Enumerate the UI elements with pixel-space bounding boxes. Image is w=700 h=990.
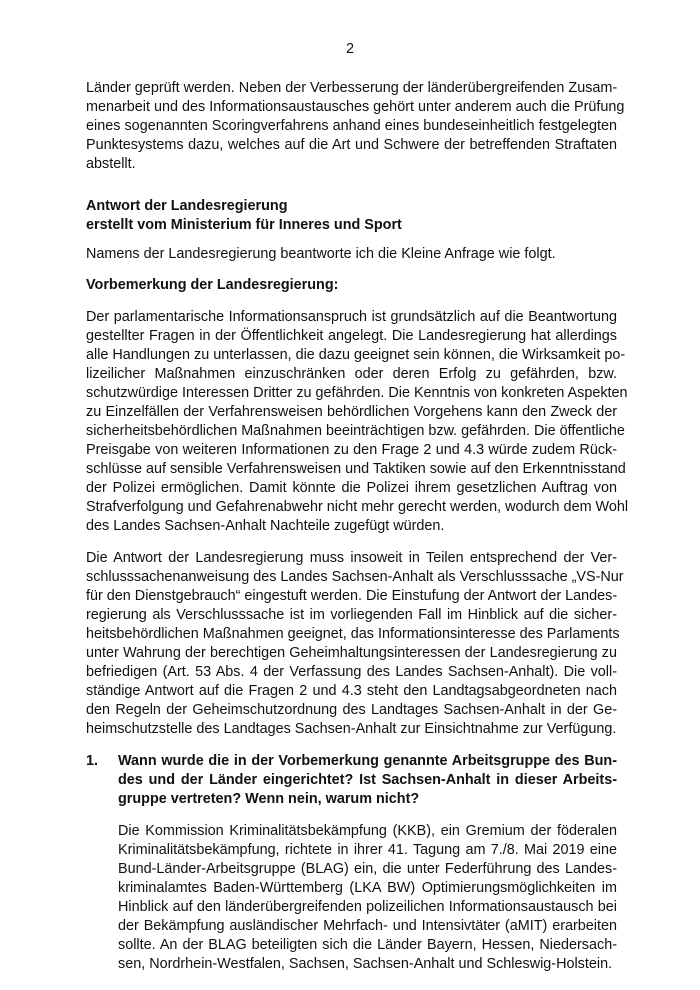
prelim-para2-line: schlusssachenanweisung des Landes Sachsen-Anhalt als Verschlusssache „VS-Nur: [86, 569, 624, 585]
question-line: gruppe vertreten? Wenn nein, warum nicht?: [118, 791, 420, 807]
answer1-line: Die Kommission Kriminalitätsbekämpfung (KKB), ein Gremium der föderalen: [118, 823, 617, 839]
prelim-para1-line: der Polizei ermöglichen. Damit könnte die Polizei ihrem gesetzlichen Auftrag von: [86, 480, 617, 496]
intro-line: menarbeit und des Informationsaustausches gehört unter anderem auch die Prüfung: [86, 99, 625, 115]
prelim-para2-line: befriedigen (Art. 53 Abs. 4 der Verfassung des Landes Sachsen-Anhalt). Die voll-: [86, 664, 617, 680]
answer1-line: kriminalamtes Baden-Württemberg (LKA BW) Optimierungsmöglichkeiten im: [118, 880, 617, 896]
prelim-para1-line: gestellter Fragen in der Öffentlichkeit angelegt. Die Landesregierung hat allerdings: [86, 328, 617, 344]
question-line: des und der Länder eingerichtet? Ist Sachsen-Anhalt in dieser Arbeits-: [118, 772, 617, 788]
answer-heading-subtitle: erstellt vom Ministerium für Inneres und Sport: [86, 217, 402, 233]
answer-heading: Antwort der Landesregierung: [86, 198, 288, 214]
answer1-line: Hinblick auf den länderübergreifenden polizeilichen Informationsaustausch bei: [118, 899, 617, 915]
prelim-para2-line: den Regeln der Geheimschutzordnung des Landtages Sachsen-Anhalt in der Ge-: [86, 702, 617, 718]
prelim-para2-line: für den Dienstgebrauch“ eingestuft werden. Die Einstufung der Antwort der Landes-: [86, 588, 618, 604]
intro-line: eines sogenannten Scoringverfahrens anhand eines bundeseinheitlich festgelegten: [86, 118, 617, 134]
prelim-para2-line: Die Antwort der Landesregierung muss insoweit in Teilen entsprechend der Ver-: [86, 550, 617, 566]
answer1-line: sen, Nordrhein-Westfalen, Sachsen, Sachsen-Anhalt und Schleswig-Holstein.: [118, 956, 613, 972]
answer1-line: Bund-Länder-Arbeitsgruppe (BLAG) ein, die unter Federführung des Landes-: [118, 861, 617, 877]
intro-line: abstellt.: [86, 156, 136, 172]
prelim-para1-line: Der parlamentarische Informationsanspruch ist grundsätzlich auf die Beantwortung: [86, 309, 617, 325]
prelim-para1-line: Preisgabe von weiteren Informationen zu den Frage 2 und 4.3 würde zudem Rück-: [86, 442, 617, 458]
prelim-para1-line: schutzwürdige Interessen Dritter zu gefährden. Die Kenntnis von konkreten Aspekten: [86, 385, 628, 401]
question-number: 1.: [86, 753, 99, 769]
question-line: Wann wurde die in der Vorbemerkung genannte Arbeitsgruppe des Bun-: [118, 753, 617, 769]
preliminary-remark-heading: Vorbemerkung der Landesregierung:: [86, 277, 339, 293]
prelim-para1-line: des Landes Sachsen-Anhalt Nachteile zugefügt würden.: [86, 518, 445, 534]
prelim-para1-line: Strafverfolgung und Gefahrenabwehr nicht mehr gerecht werden, wodurch dem Wohl: [86, 499, 629, 515]
prelim-para1-line: alle Handlungen zu unterlassen, die dazu geeignet sein können, die Wirksamkeit po-: [86, 347, 626, 363]
prelim-para2-line: unter Wahrung der berechtigen Geheimhaltungsinteressen der Landesregierung zu: [86, 645, 617, 661]
prelim-para2-line: heitsbehördlichen Maßnahmen geeignet, das Informationsinteresse des Parlaments: [86, 626, 620, 642]
prelim-para2-line: ständige Antwort auf die Fragen 2 und 4.3 steht den Landtagsabgeordneten nach: [86, 683, 617, 699]
page-number: 2: [345, 41, 355, 57]
prelim-para2-line: regierung als Verschlusssache ist im vorliegenden Fall im Hinblick auf die sicher-: [86, 607, 617, 623]
answer-intro: Namens der Landesregierung beantworte ich die Kleine Anfrage wie folgt.: [86, 246, 556, 262]
prelim-para2-line: heimschutzstelle des Landtages Sachsen-Anhalt zur Einsichtnahme zur Verfügung.: [86, 721, 617, 737]
prelim-para1-line: schlüsse auf sensible Verfahrensweisen und Taktiken sowie auf den Erkenntnisstand: [86, 461, 626, 477]
prelim-para1-line: zu Einzelfällen der Verfahrensweisen behördlichen Vorgehens kann den Zweck der: [86, 404, 617, 420]
intro-line: Länder geprüft werden. Neben der Verbesserung der länderübergreifenden Zusam-: [86, 80, 618, 96]
answer1-line: der Bekämpfung ausländischer Mehrfach- und Intensivtäter (aMIT) erarbeiten: [118, 918, 617, 934]
answer1-line: sollte. An der BLAG beteiligten sich die Länder Bayern, Hessen, Niedersach-: [118, 937, 617, 953]
prelim-para1-line: sicherheitsbehördlichen Maßnahmen beeinträchtigen bzw. gefährden. Die öffentliche: [86, 423, 625, 439]
prelim-para1-line: lizeilicher Maßnahmen einzuschränken oder deren Erfolg zu gefährden, bzw.: [86, 366, 617, 382]
intro-line: Punktesystems dazu, welches auf die Art und Schwere der betreffenden Straftaten: [86, 137, 617, 153]
answer1-line: Kriminalitätsbekämpfung, richtete in ihrer 41. Tagung am 7./8. Mai 2019 eine: [118, 842, 617, 858]
